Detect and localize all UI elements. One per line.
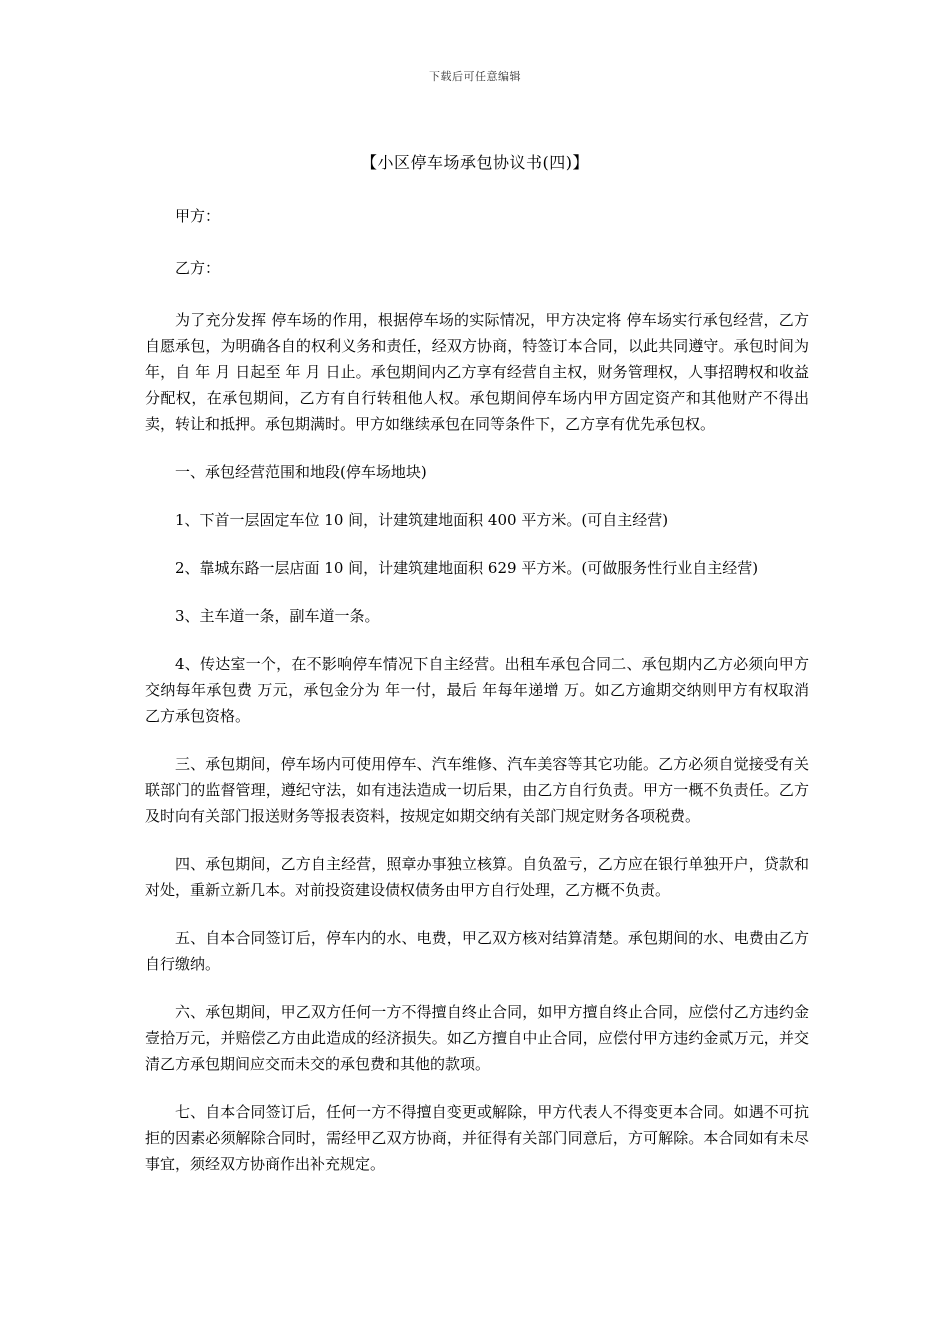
party-a-label: 甲方：	[175, 207, 221, 225]
section-6: 六、承包期间，甲乙双方任何一方不得擅自终止合同，如甲方擅自终止合同，应偿付乙方违约金壹拾万元，并赔偿乙方由此造成的经济损失。如乙方擅自中止合同，应偿付甲方违约金贰万元，并交清乙方承包期间应交而未交的承包费和其他的款项。	[145, 1003, 809, 1073]
section-7: 七、自本合同签订后，任何一方不得擅自变更或解除，甲方代表人不得变更本合同。如遇不可抗拒的因素必须解除合同时，需经甲乙双方协商，并征得有关部门同意后，方可解除。本合同如有未尽事宜，须经双方协商作出补充规定。	[145, 1103, 809, 1173]
header-note: 下载后可任意编辑	[429, 70, 521, 83]
list-item-1: 1、下首一层固定车位 10 间，计建筑建地面积 400 平方米。(可自主经营)	[175, 511, 669, 529]
section-3: 三、承包期间，停车场内可使用停车、汽车维修、汽车美容等其它功能。乙方必须自觉接受有关联部门的监督管理，遵纪守法，如有违法造成一切后果，由乙方自行负责。甲方一概不负责任。乙方及时向有关部门报送财务等报表资料，按规定如期交纳有关部门规定财务各项税费。	[145, 755, 809, 825]
document-body	[145, 203, 809, 1199]
section-heading-1: 一、承包经营范围和地段(停车场地块)	[175, 463, 427, 481]
party-b-label: 乙方：	[175, 259, 221, 277]
section-5: 五、自本合同签订后，停车内的水、电费，甲乙双方核对结算清楚。承包期间的水、电费由乙方自行缴纳。	[145, 929, 809, 973]
list-item-2: 2、靠城东路一层店面 10 间，计建筑建地面积 629 平方米。(可做服务性行业自主经营)	[175, 559, 759, 577]
section-4: 四、承包期间，乙方自主经营，照章办事独立核算。自负盈亏，乙方应在银行单独开户，贷款和对处，重新立新几本。对前投资建设债权债务由甲方自行处理，乙方概不负责。	[145, 855, 809, 899]
list-item-3: 3、主车道一条，副车道一条。	[175, 607, 380, 625]
list-item-4: 4、传达室一个，在不影响停车情况下自主经营。出租车承包合同二、承包期内乙方必须向甲方交纳每年承包费 万元，承包金分为 年一付，最后 年每年递增 万。如乙方逾期交纳则甲方有权取消乙方承包资格。	[145, 655, 809, 725]
document-title: 【小区停车场承包协议书(四)】	[361, 153, 589, 172]
paragraph-intro: 为了充分发挥 停车场的作用，根据停车场的实际情况，甲方决定将 停车场实行承包经营，乙方自愿承包，为明确各自的权利义务和责任，经双方协商，特签订本合同，以此共同遵守。承包时间为 年，自 年 月 日起至 年 月 日止。承包期间内乙方享有经营自主权，财务管理权，人事招聘权和收益分配权，在承包期间，乙方有自行转租他人权。承包期间停车场内甲方固定资产和其他财产不得出卖，转让和抵押。承包期满时。甲方如继续承包在同等条件下，乙方享有优先承包权。	[145, 311, 809, 433]
